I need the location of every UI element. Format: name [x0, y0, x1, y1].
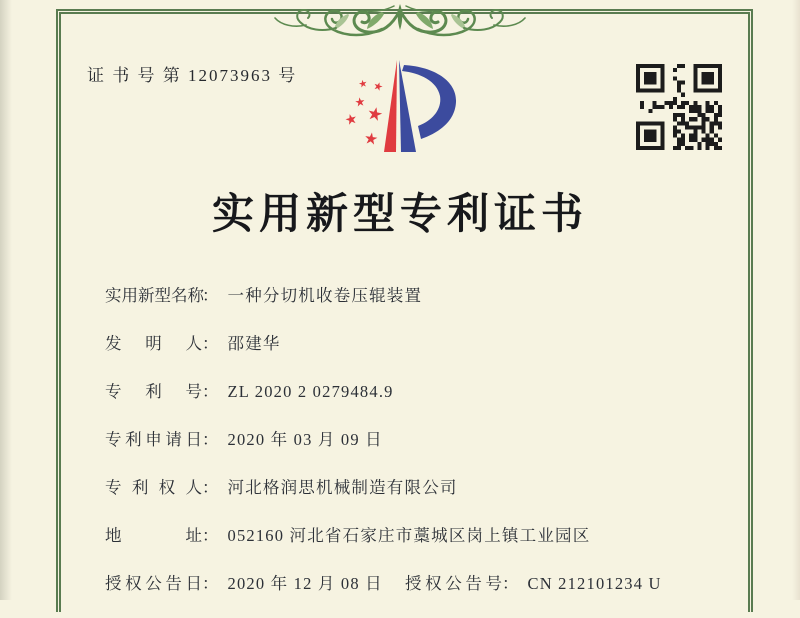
field-cell-grant-date [105, 570, 405, 594]
field-value: 邵建华 [227, 334, 281, 353]
svg-text:★: ★ [364, 102, 385, 127]
field-colon: ： [202, 478, 219, 497]
field-label: 地址 [105, 526, 202, 545]
certificate-number: 证 书 号 第 12073963 号 [87, 66, 298, 85]
qr-code-icon [636, 64, 722, 150]
field-row-grant [105, 570, 760, 597]
field-colon: ： [202, 430, 219, 449]
field-row-address [105, 522, 760, 549]
svg-text:★: ★ [371, 78, 385, 95]
field-row-filing-date [105, 426, 760, 453]
field-value: 一种分切机收卷压辊装置 [227, 286, 423, 305]
field-label: 专利申请日 [105, 430, 202, 449]
field-value: CN 212101234 U [527, 574, 662, 593]
certificate-fields [105, 282, 760, 618]
field-colon: ： [502, 574, 519, 593]
field-value: ZL 2020 2 0279484.9 [227, 382, 394, 401]
field-label: 授权公告号 [405, 574, 502, 593]
certificate-title: 实用新型专利证书 [211, 192, 588, 238]
field-row-inventor [105, 330, 760, 357]
floral-scroll-ornament-icon [268, 0, 532, 42]
svg-text:★: ★ [362, 128, 380, 149]
field-label: 专利权人 [105, 478, 202, 497]
field-label: 授权公告日 [105, 574, 202, 593]
svg-text:★: ★ [353, 94, 367, 110]
field-colon: ： [202, 382, 219, 401]
field-colon: ： [202, 334, 219, 353]
field-label: 专利号 [105, 382, 202, 401]
field-cell-grant-number [405, 570, 662, 594]
field-row-name [105, 282, 760, 309]
field-colon: ： [202, 526, 219, 545]
field-value: 052160 河北省石家庄市藁城区岗上镇工业园区 [227, 526, 591, 545]
field-value: 2020 年 03 月 09 日 [227, 430, 383, 449]
field-row-patent-number [105, 378, 760, 405]
field-colon: ： [202, 286, 219, 305]
field-label: 实用新型名称 [105, 286, 204, 305]
field-row-patentee [105, 474, 760, 501]
field-value: 河北格润思机械制造有限公司 [227, 478, 458, 497]
svg-text:★: ★ [357, 78, 369, 91]
field-colon: ： [202, 574, 219, 593]
svg-text:★: ★ [343, 110, 360, 130]
field-value: 2020 年 12 月 08 日 [227, 574, 383, 593]
field-label: 发明人 [105, 334, 202, 353]
cnipa-patent-logo-icon [330, 52, 470, 167]
